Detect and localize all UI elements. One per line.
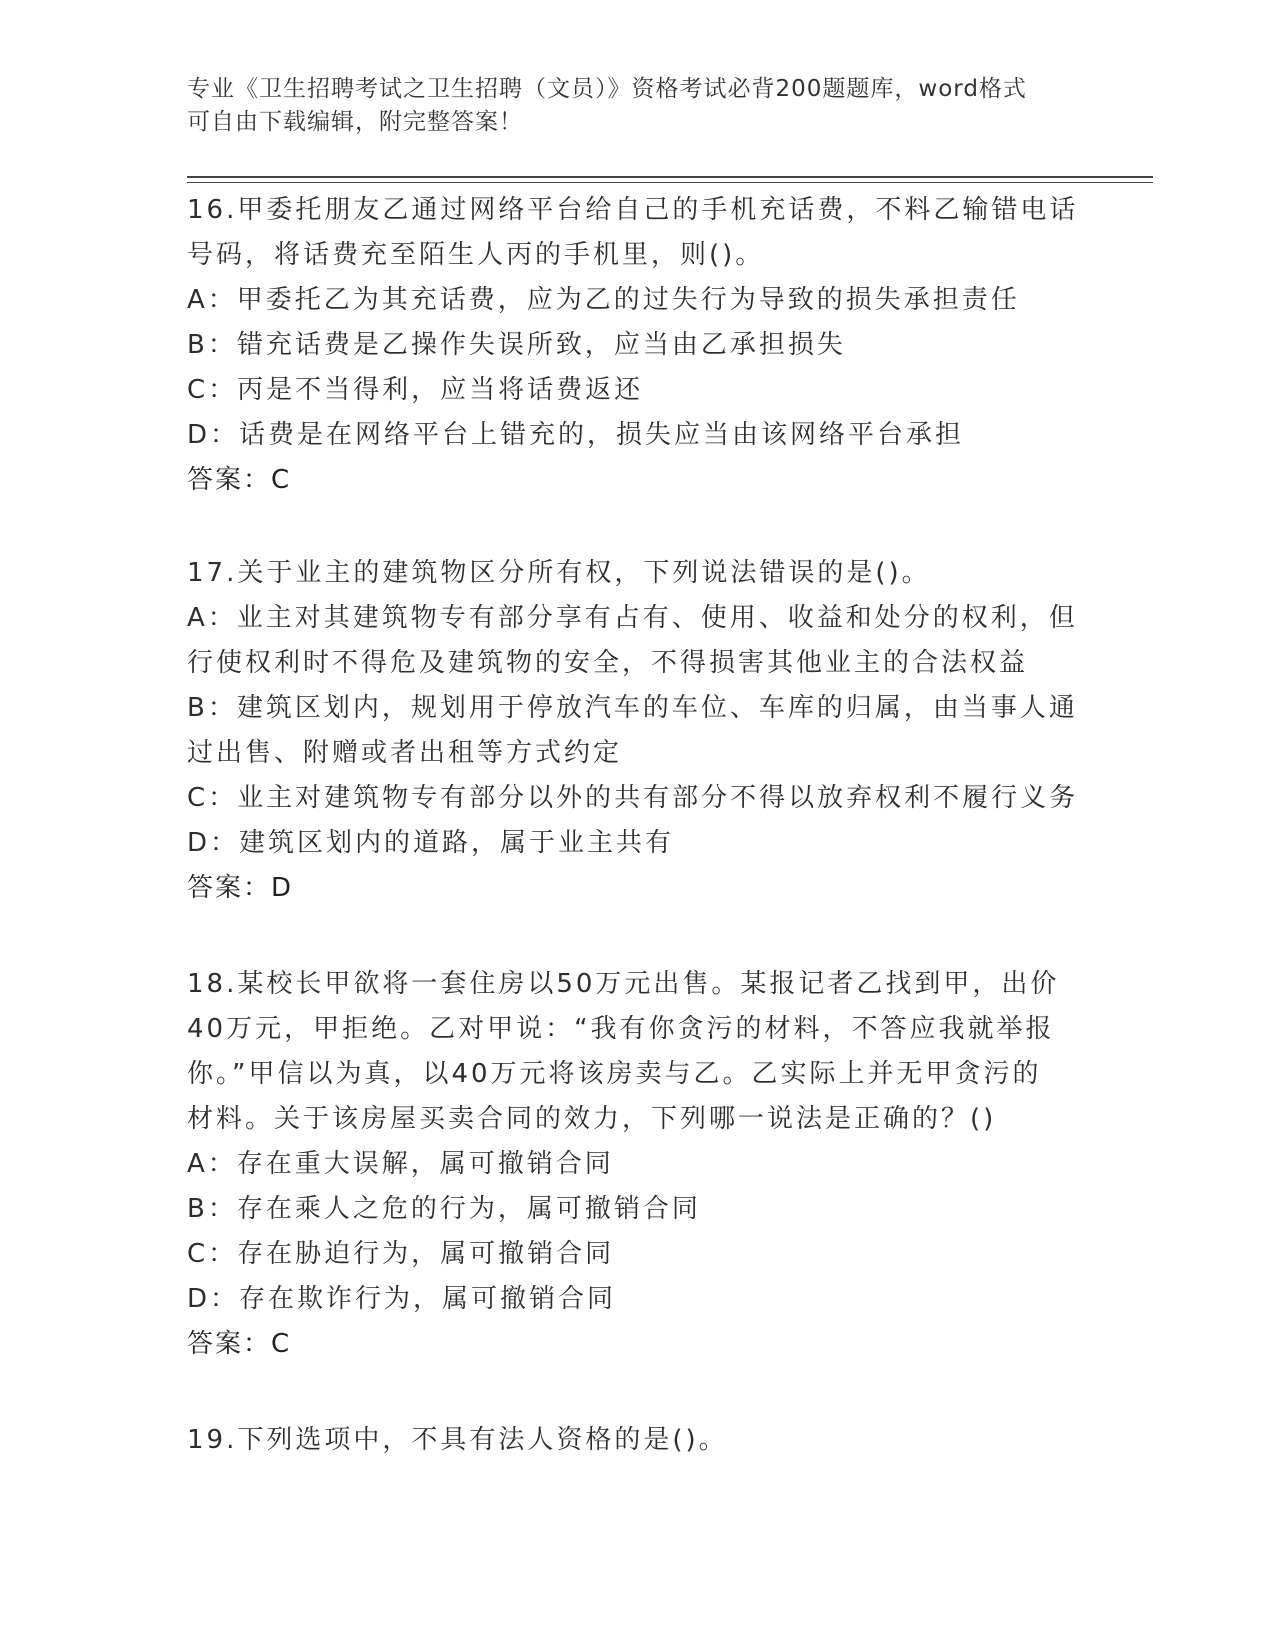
question-18: [187, 962, 1087, 1367]
option-d: D：存在欺诈行为，属可撤销合同: [187, 1284, 617, 1314]
answer-label: 答案：C: [187, 1329, 292, 1359]
answer-label: 答案：C: [187, 465, 292, 495]
question-stem: 你。”甲信以为真，以40万元将该房卖与乙。乙实际上并无甲贪污的: [187, 1059, 1042, 1089]
question-stem: 18.某校长甲欲将一套住房以50万元出售。某报记者乙找到甲，出价: [187, 969, 1060, 999]
option-c: C：业主对建筑物专有部分以外的共有部分不得以放弃权利不履行义务: [187, 783, 1079, 813]
question-stem: 17.关于业主的建筑物区分所有权，下列说法错误的是()。: [187, 558, 931, 588]
header-line: 可自由下载编辑，附完整答案！: [187, 109, 523, 135]
option-a: A：甲委托乙为其充话费，应为乙的过失行为导致的损失承担责任: [187, 285, 1020, 315]
option-b: B：建筑区划内，规划用于停放汽车的车位、车库的归属，由当事人通: [187, 693, 1078, 723]
option-d: D：建筑区划内的道路，属于业主共有: [187, 828, 675, 858]
question-stem: 材料。关于该房屋买卖合同的效力，下列哪一说法是正确的？(): [187, 1104, 997, 1134]
question-19: [187, 1418, 1087, 1463]
question-16: [187, 188, 1087, 503]
option-b: B：存在乘人之危的行为，属可撤销合同: [187, 1194, 701, 1224]
option-c: C：丙是不当得利，应当将话费返还: [187, 375, 644, 405]
document-header: [187, 73, 1087, 139]
question-stem: 40万元，甲拒绝。乙对甲说：“我有你贪污的材料，不答应我就举报: [187, 1014, 1055, 1044]
question-stem: 号码，将话费充至陌生人丙的手机里，则()。: [187, 240, 765, 270]
option-d: D：话费是在网络平台上错充的，损失应当由该网络平台承担: [187, 420, 965, 450]
header-line: 专业《卫生招聘考试之卫生招聘（文员）》资格考试必背200题题库，word格式: [187, 76, 1027, 102]
header-divider-thin: [187, 182, 1153, 183]
option-b-continued: 过出售、附赠或者出租等方式约定: [187, 738, 623, 768]
header-divider: [187, 176, 1153, 178]
option-a: A：存在重大误解，属可撤销合同: [187, 1149, 614, 1179]
answer-label: 答案：D: [187, 873, 294, 903]
question-stem: 19.下列选项中，不具有法人资格的是()。: [187, 1425, 728, 1455]
option-b: B：错充话费是乙操作失误所致，应当由乙承担损失: [187, 330, 846, 360]
option-c: C：存在胁迫行为，属可撤销合同: [187, 1239, 615, 1269]
option-a-continued: 行使权利时不得危及建筑物的安全，不得损害其他业主的合法权益: [187, 648, 1029, 678]
option-a: A：业主对其建筑物专有部分享有占有、使用、收益和处分的权利，但: [187, 603, 1078, 633]
question-17: [187, 551, 1087, 911]
question-stem: 16.甲委托朋友乙通过网络平台给自己的手机充话费，不料乙输错电话: [187, 195, 1079, 225]
